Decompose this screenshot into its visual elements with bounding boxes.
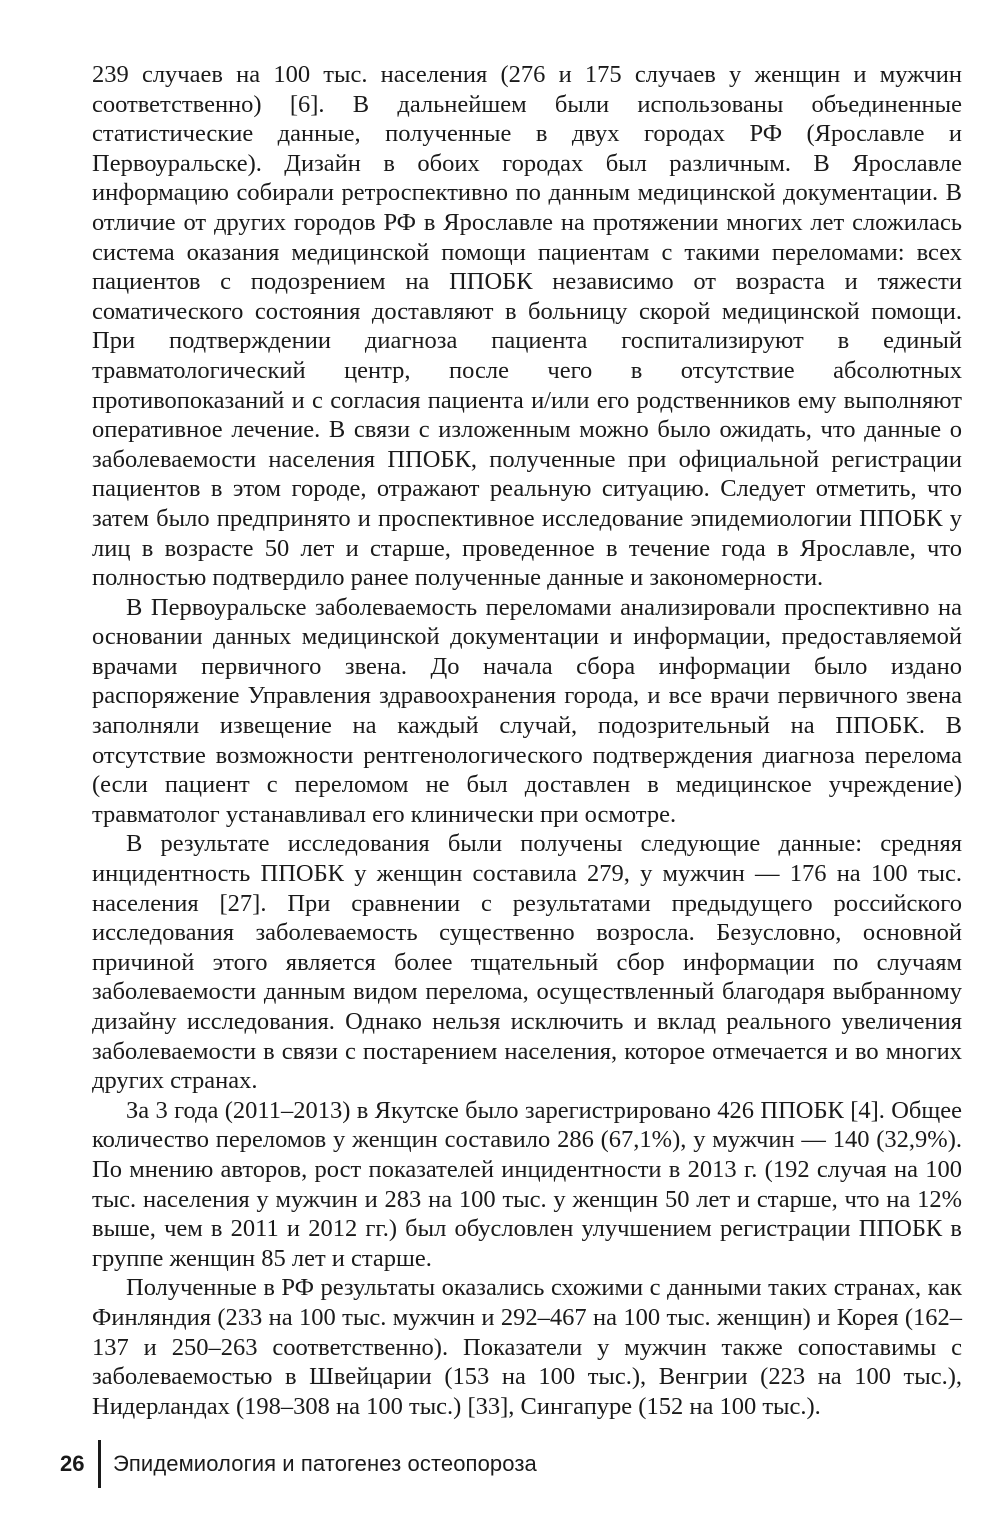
page-body [92,60,962,1421]
page-number: 26 [60,1451,85,1476]
paragraph-3: В результате исследования были получены следующие данные: средняя инцидентность ППОБК у женщин составила 279, у мужчин — 176 на 100 тыс. населения [27]. При сравнении с результатами предыдущего российского исследования заболеваемость существенно возросла. Безусловно, основной причиной этого является более тщательный сбор информации по случаям заболеваемости данным видом перелома, осуществленный благодаря выбранному дизайну исследования. Однако нельзя исключить и вклад реального увеличения заболеваемости в связи с постарением населения, которое отмечается и во многих других странах. [92,830,962,1095]
footer-divider [98,1440,101,1488]
paragraph-5: Полученные в РФ результаты оказались схожими с данными таких странах, как Финляндия (233 на 100 тыс. мужчин и 292–467 на 100 тыс. женщин) и Корея (162–137 и 250–263 соответственно). Показатели у мужчин также сопоставимы с заболеваемостью в Швейцарии (153 на 100 тыс.), Венгрии (223 на 100 тыс.), Нидерландах (198–308 на 100 тыс.) [33], Сингапуре (152 на 100 тыс.). [92,1274,962,1420]
paragraph-1: 239 случаев на 100 тыс. населения (276 и 175 случаев у женщин и мужчин соответственно) [6]. В дальнейшем были использованы объединенные статистические данные, полученные в двух городах РФ (Ярославле и Первоуральске). Дизайн в обоих городах был различным. В Ярославле информацию собирали ретроспективно по данным медицинской документации. В отличие от других городов РФ в Ярославле на протяжении многих лет сложилась система оказания медицинской помощи пациентам с такими переломами: всех пациентов с подозрением на ППОБК независимо от возраста и тяжести соматического состояния доставляют в больницу скорой медицинской помощи. При подтверждении диагноза пациента госпитализируют в единый травматологический центр, после чего в отсутствие абсолютных противопоказаний и с согласия пациента и/или его родственников ему выполняют оперативное лечение. В связи с изложенным можно было ожидать, что данные о заболеваемости населения ППОБК, полученные при официальной регистрации пациентов в этом городе, отражают реальную ситуацию. Следует отметить, что затем было предпринято и проспективное исследование эпидемиологии ППОБК у лиц в возрасте 50 лет и старше, проведенное в течение года в Ярославле, что полностью подтвердило ранее полученные данные и закономерности. [92,61,962,592]
paragraph-4: За 3 года (2011–2013) в Якутске было зарегистрировано 426 ППОБК [4]. Общее количество переломов у женщин составило 286 (67,1%), у мужчин — 140 (32,9%). По мнению авторов, рост показателей инцидентности в 2013 г. (192 случая на 100 тыс. населения у мужчин и 283 на 100 тыс. у женщин 50 лет и старше, что на 12% выше, чем в 2011 и 2012 гг.) был обусловлен улучшением регистрации ППОБК в группе женщин 85 лет и старше. [92,1096,962,1272]
running-title: Эпидемиология и патогенез остеопороза [113,1451,537,1476]
page-footer [60,1440,537,1488]
paragraph-2: В Первоуральске заболеваемость переломами анализировали проспективно на основании данных медицинской документации и информации, предоставляемой врачами первичного звена. До начала сбора информации было издано распоряжение Управления здравоохранения города, и все врачи первичного звена заполняли извещение на каждый случай, подозрительный на ППОБК. В отсутствие возможности рентгенологического подтверждения диагноза перелома (если пациент с переломом не был доставлен в медицинское учреждение) травматолог устанавливал его клинически при осмотре. [92,593,962,828]
